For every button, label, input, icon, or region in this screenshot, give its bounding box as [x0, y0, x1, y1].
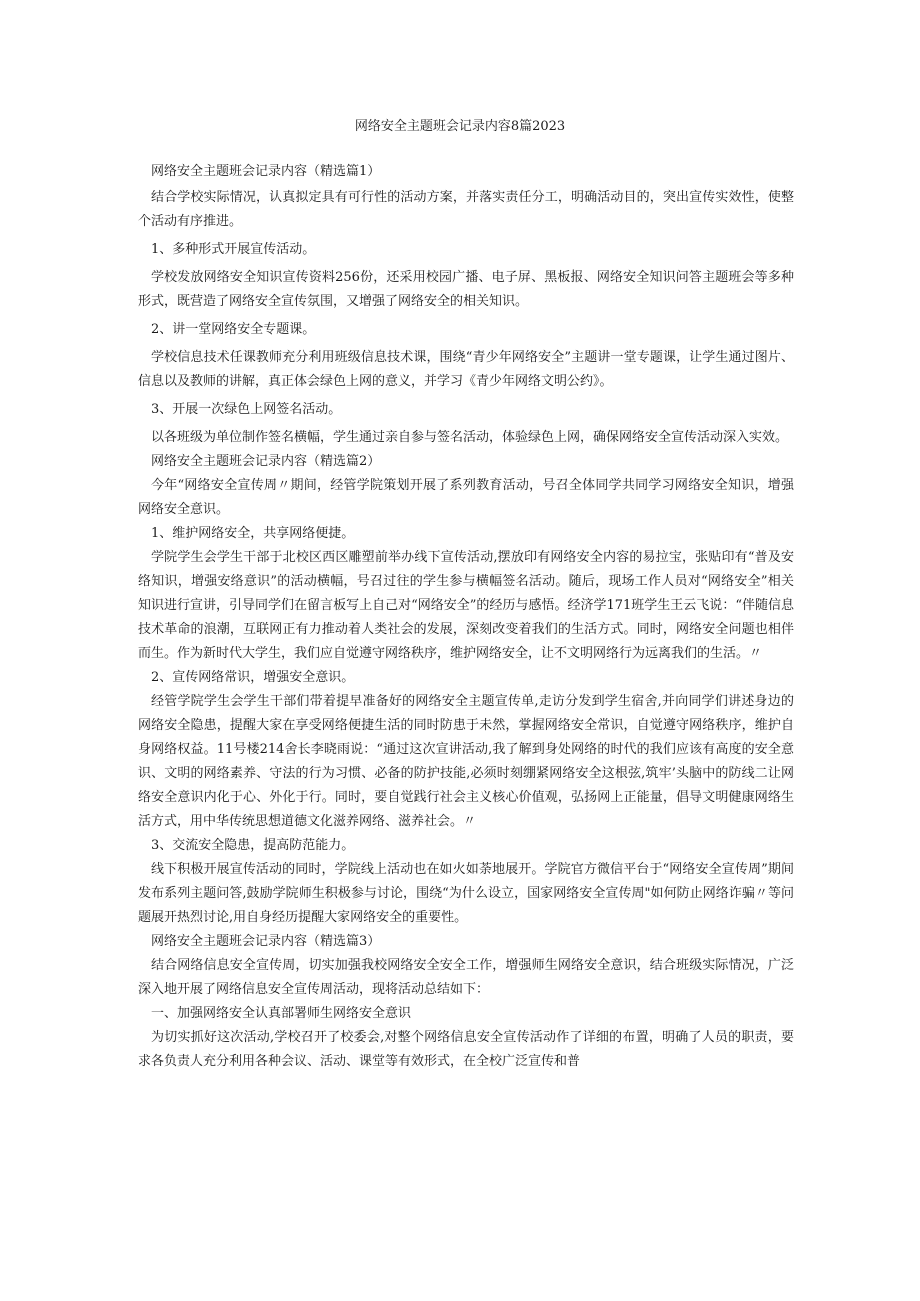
paragraph: 结合学校实际情况，认真拟定具有可行性的活动方案，并落实责任分工，明确活动目的，突出宣传实效性，使整个活动有序推进。	[138, 190, 794, 229]
section-heading: 网络安全主题班会记录内容（精选篇1）	[151, 164, 381, 179]
subheading: 3、开展一次绿色上网签名活动。	[151, 402, 342, 417]
paragraph: 经管学院学生会学生干部们带着提早准备好的网络安全主题宣传单,走访分发到学生宿舍,并向同学们讲述身边的网络安全隐患，提醒大家在享受网络便捷生活的同时防患于未然，掌握网络安全常识，自觉遵守网络秩序，维护自身网络权益。11号楼214舍长李晓雨说：“通过这次宣讲活动,我了解到身处网络的时代的我们应该有高度的安全意识、文明的网络素养、守法的行为习惯、必备的防护技能,必须时刻绷紧网络安全这根弦,筑牢’头脑中的防线二让网络安全意识内化于心、外化于行。同时，要自觉践行社会主义核心价值观，弘扬网上正能量，倡导文明健康网络生活方式，用中华传统思想道德文化滋养网络、滋养社会。〃	[138, 694, 794, 829]
paragraph: 线下积极开展宣传活动的同时，学院线上活动也在如火如荼地展开。学院官方微信平台于“网络安全宣传周”期间发布系列主题问答,鼓励学院师生积极参与讨论，围绕“为什么设立，国家网络安全宣传周"如何防止网络诈骗〃等问题展开热烈讨论,用自身经历提醒大家网络安全的重要性。	[138, 862, 794, 925]
document-body	[138, 160, 794, 1074]
section-heading: 网络安全主题班会记录内容（精选篇2）	[151, 454, 381, 469]
paragraph: 为切实抓好这次活动,学校召开了校委会,对整个网络信息安全宣传活动作了详细的布置，明确了人员的职责，要求各负责人充分利用各种会议、活动、课堂等有效形式，在全校广泛宣传和普	[138, 1030, 794, 1069]
subheading: 3、交流安全隐患，提高防范能力。	[151, 838, 355, 853]
subheading: 1、多种形式开展宣传活动。	[151, 242, 316, 257]
subheading: 2、宣传网络常识，增强安全意识。	[151, 670, 355, 685]
paragraph: 结合网络信息安全宣传周，切实加强我校网络安全安全工作，增强师生网络安全意识，结合班级实际情况，广泛深入地开展了网络信息安全宣传周活动，现将活动总结如下：	[138, 958, 794, 997]
paragraph: 以各班级为单位制作签名横幅，学生通过亲自参与签名活动，体验绿色上网，确保网络安全宣传活动深入实效。	[151, 430, 789, 445]
paragraph: 今年“网络安全宣传周〃期间，经管学院策划开展了系列教育活动，号召全体同学共同学习网络安全知识，增强网络安全意识。	[138, 478, 794, 517]
subheading: 一、加强网络安全认真部署师生网络安全意识	[151, 1006, 412, 1021]
paragraph: 学校发放网络安全知识宣传资料256份，还采用校园广播、电子屏、黑板报、网络安全知识问答主题班会等多种形式，既营造了网络安全宣传氛围，又增强了网络安全的相关知识。	[138, 270, 794, 309]
paragraph: 学校信息技术任课教师充分利用班级信息技术课，围绕“青少年网络安全”主题讲一堂专题课，让学生通过图片、信息以及教师的讲解，真正体会绿色上网的意义，并学习《青少年网络文明公约》。	[138, 350, 794, 389]
document-title: 网络安全主题班会记录内容8篇2023	[354, 119, 566, 134]
section-heading: 网络安全主题班会记录内容（精选篇3）	[151, 934, 381, 949]
subheading: 1、维护网络安全，共享网络便捷。	[151, 526, 355, 541]
paragraph: 学院学生会学生干部于北校区西区雕塑前举办线下宣传活动,摆放印有网络安全内容的易拉宝，张贴印有“普及安络知识，增强安络意识”的活动横幅，号召过往的学生参与横幅签名活动。随后，现场工作人员对“网络安全”相关知识进行宣讲，引导同学们在留言板写上自己对“网络安全”的经历与感悟。经济学171班学生王云飞说：“伴随信息技术革命的浪潮，互联网正有力推动着人类社会的发展，深刻改变着我们的生活方式。同时，网络安全问题也相伴而生。作为新时代大学生，我们应自觉遵守网络秩序，维护网络安全，让不文明网络行为远离我们的生活。〃	[138, 550, 794, 661]
subheading: 2、讲一堂网络安全专题课。	[151, 322, 316, 337]
